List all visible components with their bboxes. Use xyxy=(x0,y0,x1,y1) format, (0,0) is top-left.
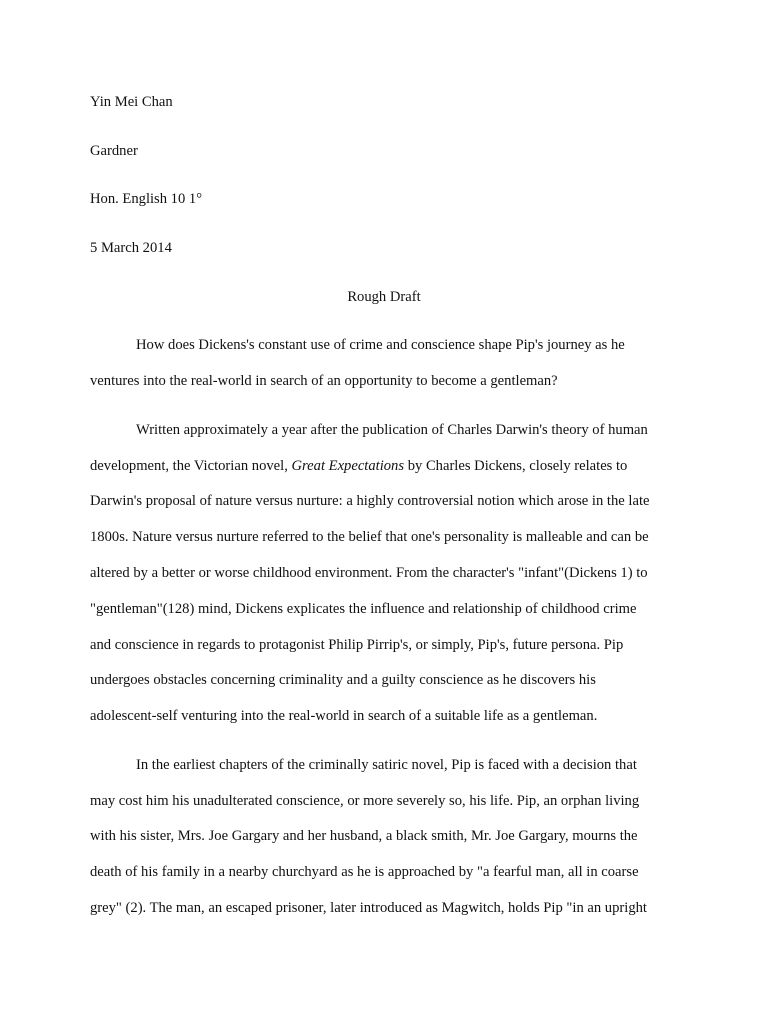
paragraph-line: How does Dickens's constant use of crime and conscience shape Pip's journey as he xyxy=(136,337,625,353)
paragraph-line: Darwin's proposal of nature versus nurture: a highly controversial notion which arose in the late xyxy=(90,493,650,509)
paragraph-line: grey" (2). The man, an escaped prisoner, later introduced as Magwitch, holds Pip "in an upright xyxy=(90,900,647,916)
course-name: Hon. English 10 1° xyxy=(90,191,203,207)
document-title: Rough Draft xyxy=(347,289,421,305)
book-title: Great Expectations xyxy=(291,458,405,474)
paragraph-line: death of his family in a nearby churchyard as he is approached by "a fearful man, all in coarse xyxy=(90,864,639,880)
paragraph-line: "gentleman"(128) mind, Dickens explicates the influence and relationship of childhood crime xyxy=(90,601,637,617)
paragraph-line: may cost him his unadulterated conscience, or more severely so, his life. Pip, an orphan living xyxy=(90,793,640,809)
paragraph-line: with his sister, Mrs. Joe Gargary and her husband, a black smith, Mr. Joe Gargary, mourns the xyxy=(90,828,638,844)
document-date: 5 March 2014 xyxy=(90,240,172,256)
line-text: development, the Victorian novel, xyxy=(90,458,292,474)
paragraph-line: undergoes obstacles concerning criminality and a guilty conscience as he discovers his xyxy=(90,672,596,688)
paragraph-line xyxy=(90,457,627,475)
paragraph-line: ventures into the real-world in search of an opportunity to become a gentleman? xyxy=(90,373,558,389)
paragraph-line: Written approximately a year after the publication of Charles Darwin's theory of human xyxy=(136,422,648,438)
paragraph-line: and conscience in regards to protagonist Philip Pirrip's, or simply, Pip's, future persona. Pip xyxy=(90,637,624,653)
line-text: by Charles Dickens, closely relates to xyxy=(404,458,628,474)
paragraph-line: altered by a better or worse childhood environment. From the character's "infant"(Dickens 1) to xyxy=(90,565,648,581)
student-name: Yin Mei Chan xyxy=(90,94,173,110)
teacher-name: Gardner xyxy=(90,143,138,159)
paragraph-line: In the earliest chapters of the criminally satiric novel, Pip is faced with a decision that xyxy=(136,757,637,773)
paragraph-line: 1800s. Nature versus nurture referred to the belief that one's personality is malleable and can be xyxy=(90,529,649,545)
paragraph-line: adolescent-self venturing into the real-world in search of a suitable life as a gentleman. xyxy=(90,708,598,724)
